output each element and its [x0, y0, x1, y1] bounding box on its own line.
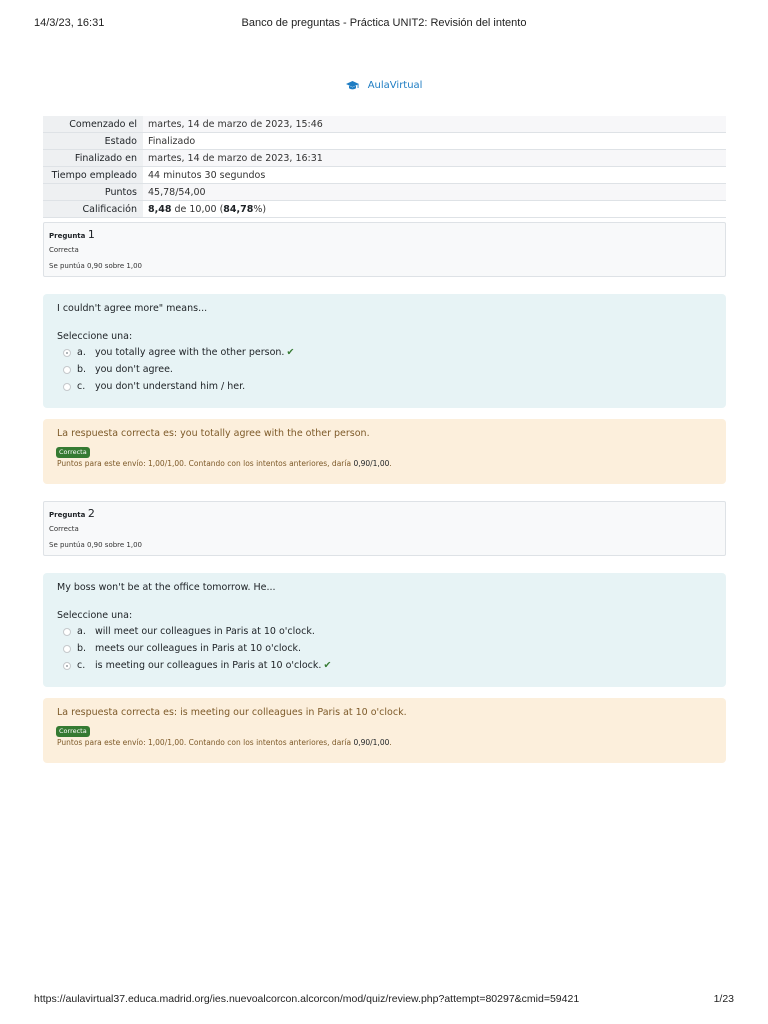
- marks-text: [57, 459, 392, 468]
- answer-prompt: Seleccione una:: [57, 331, 133, 342]
- question-number: [49, 507, 95, 520]
- summary-row-finished: [43, 150, 726, 167]
- summary-value: [143, 201, 726, 218]
- summary-label: Tiempo empleado: [43, 167, 143, 184]
- summary-label: Puntos: [43, 184, 143, 201]
- status-badge: Correcta: [56, 447, 90, 458]
- question-text: My boss won't be at the office tomorrow. He...: [57, 582, 276, 593]
- attempt-summary-table: [43, 116, 726, 218]
- marks-end: .: [389, 459, 392, 468]
- question-info-1: [43, 222, 726, 277]
- summary-label: Estado: [43, 133, 143, 150]
- radio-button[interactable]: [63, 645, 71, 653]
- marks-end: .: [389, 738, 392, 747]
- summary-label: Comenzado el: [43, 116, 143, 133]
- question-state: Correcta: [49, 246, 79, 254]
- question-state: Correcta: [49, 525, 79, 533]
- question-label: Pregunta: [49, 511, 86, 519]
- question-info-2: [43, 501, 726, 556]
- print-header: [34, 17, 734, 31]
- answer-letter: c.: [77, 660, 86, 671]
- summary-label: Finalizado en: [43, 150, 143, 167]
- question-formulation-1: [43, 294, 726, 408]
- summary-value: 44 minutos 30 segundos: [143, 167, 726, 184]
- summary-value: martes, 14 de marzo de 2023, 15:46: [143, 116, 726, 133]
- answer-label-wrap: [95, 660, 331, 671]
- print-url: https://aulavirtual37.educa.madrid.org/ies.nuevoalcorcon.alcorcon/mod/quiz/review.php?attempt=80297&cmid=59421: [34, 993, 580, 1005]
- grade-close: %): [253, 203, 267, 215]
- marks-value: 0,90/1,00: [353, 738, 390, 747]
- print-date: 14/3/23, 16:31: [34, 17, 105, 29]
- graduation-cap-icon: [346, 81, 359, 91]
- radio-button[interactable]: [63, 366, 71, 374]
- brand-name: AulaVirtual: [367, 80, 423, 91]
- answer-letter: a.: [77, 347, 86, 358]
- answer-letter: c.: [77, 381, 86, 392]
- summary-row-state: [43, 133, 726, 150]
- question-outcome-1: [43, 419, 726, 484]
- print-page-number: 1/23: [713, 993, 734, 1005]
- answer-text: will meet our colleagues in Paris at 10 o'clock.: [95, 626, 315, 637]
- summary-row-started: [43, 116, 726, 133]
- print-title: Banco de preguntas - Práctica UNIT2: Revisión del intento: [241, 17, 527, 29]
- question-outcome-2: [43, 698, 726, 763]
- answer-text: is meeting our colleagues in Paris at 10 o'clock.: [95, 660, 322, 671]
- summary-row-points: [43, 184, 726, 201]
- summary-value: martes, 14 de marzo de 2023, 16:31: [143, 150, 726, 167]
- answer-letter: b.: [77, 364, 87, 375]
- summary-row-grade: [43, 201, 726, 218]
- answer-letter: a.: [77, 626, 86, 637]
- question-number-value: 1: [87, 228, 95, 241]
- grade-percent: 84,78: [223, 203, 254, 215]
- summary-value: Finalizado: [143, 133, 726, 150]
- question-formulation-2: [43, 573, 726, 687]
- check-icon: ✔: [286, 347, 295, 358]
- check-icon: ✔: [323, 660, 332, 671]
- question-grade: Se puntúa 0,90 sobre 1,00: [49, 541, 143, 549]
- answer-text: you totally agree with the other person.: [95, 347, 285, 358]
- marks-text: [57, 738, 392, 747]
- right-answer-text: La respuesta correcta es: you totally agree with the other person.: [57, 428, 370, 439]
- marks-label: Puntos para este envío: 1,00/1,00. Contando con los intentos anteriores, daría: [57, 459, 354, 468]
- site-brand[interactable]: [0, 80, 768, 92]
- answer-text: you don't agree.: [95, 364, 173, 375]
- question-grade: Se puntúa 0,90 sobre 1,00: [49, 262, 143, 270]
- right-answer-text: La respuesta correcta es: is meeting our colleagues in Paris at 10 o'clock.: [57, 707, 407, 718]
- radio-button[interactable]: [63, 349, 71, 357]
- radio-button[interactable]: [63, 383, 71, 391]
- summary-row-time: [43, 167, 726, 184]
- grade-of: de 10,00 (: [171, 203, 224, 215]
- summary-label: Calificación: [43, 201, 143, 218]
- status-badge: Correcta: [56, 726, 90, 737]
- grade-score: 8,48: [148, 203, 172, 215]
- summary-value: 45,78/54,00: [143, 184, 726, 201]
- answer-text: meets our colleagues in Paris at 10 o'clock.: [95, 643, 302, 654]
- answer-text: you don't understand him / her.: [95, 381, 246, 392]
- marks-value: 0,90/1,00: [353, 459, 390, 468]
- radio-button[interactable]: [63, 662, 71, 670]
- radio-button[interactable]: [63, 628, 71, 636]
- question-number: [49, 228, 95, 241]
- question-number-value: 2: [87, 507, 95, 520]
- question-text: I couldn't agree more" means...: [57, 303, 208, 314]
- marks-label: Puntos para este envío: 1,00/1,00. Contando con los intentos anteriores, daría: [57, 738, 354, 747]
- answer-prompt: Seleccione una:: [57, 610, 133, 621]
- answer-label-wrap: [95, 347, 294, 358]
- question-label: Pregunta: [49, 232, 86, 240]
- print-footer: [34, 993, 734, 1007]
- answer-letter: b.: [77, 643, 87, 654]
